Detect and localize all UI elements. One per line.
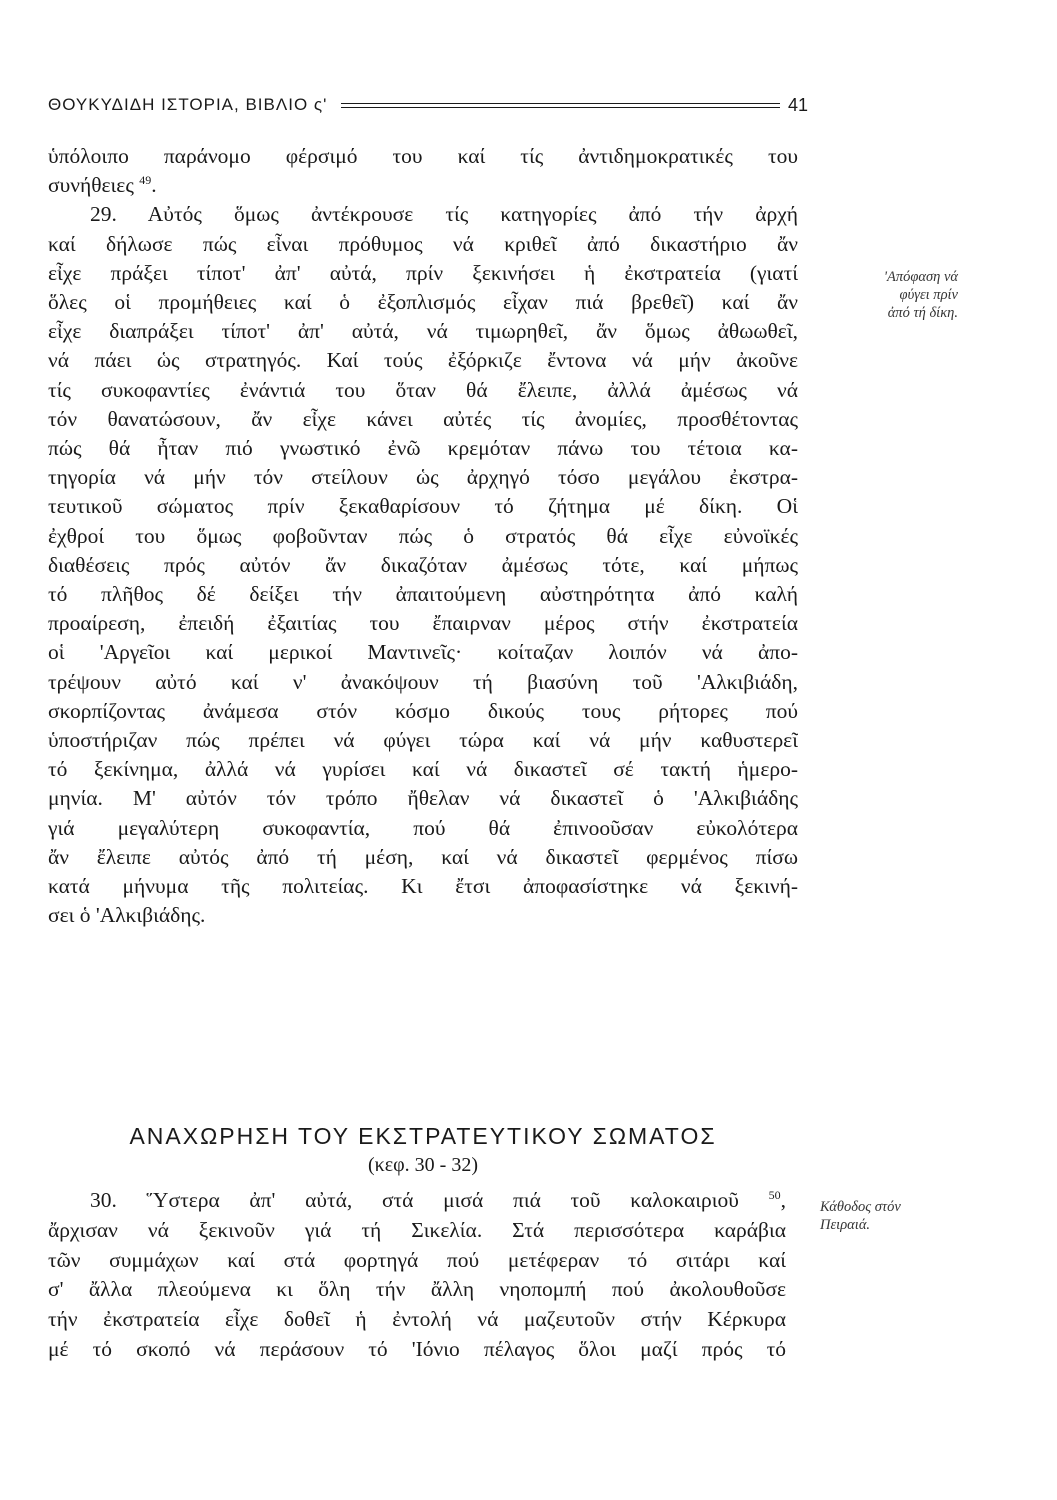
margin-note-line: 'Απόφαση νά bbox=[883, 269, 958, 285]
page-number: 41 bbox=[787, 94, 808, 115]
text-line: ἐχθροί του ὅμως φοβοῦνταν πώς ὁ στρατός θά εἶχε εὐνοϊκές bbox=[48, 523, 798, 548]
margin-note-line: ἀπό τή δίκη. bbox=[887, 305, 958, 321]
margin-note-descent bbox=[820, 1198, 970, 1234]
margin-note-line: Κάθοδος στόν bbox=[820, 1199, 901, 1215]
text-line: ὑποστήριζαν πώς πρέπει νά φύγει τώρα καί νά μήν καθυστερεῖ bbox=[48, 728, 798, 753]
text-line: τό πλῆθος δέ δείξει τήν ἀπαιτούμενη αὐστηρότητα ἀπό καλή bbox=[48, 582, 798, 607]
text-line: κατά μήνυμα τῆς πολιτείας. Κι ἔτσι ἀποφασίστηκε νά ξεκινή- bbox=[48, 874, 798, 899]
text-line: σει ὁ 'Αλκιβιάδης. bbox=[48, 903, 206, 928]
footnote-ref: 49 bbox=[139, 173, 152, 188]
text-line: καί δήλωσε πώς εἶναι πρόθυμος νά κριθεῖ ἀπό δικαστήριο ἄν bbox=[48, 231, 798, 256]
footnote-ref: 50 bbox=[768, 1187, 781, 1202]
paragraph-start: 29. Αὐτός ὅμως ἀντέκρουσε τίς κατηγορίες ἀπό τήν ἀρχή bbox=[90, 202, 798, 227]
text-line: εἶχε διαπράξει τίποτ' ἀπ' αὐτά, νά τιμωρηθεῖ, ἄν ὅμως ἀθωωθεῖ, bbox=[48, 319, 798, 344]
text-line: τίς συκοφαντίες ἐνάντιά του ὅταν θά ἔλειπε, ἀλλά ἀμέσως νά bbox=[48, 377, 798, 402]
running-head bbox=[48, 90, 808, 120]
header-rule bbox=[341, 103, 780, 108]
text-line: τήν ἐκστρατεία εἶχε δοθεῖ ἡ ἐντολή νά μαζευτοῦν στήν Κέρκυρα bbox=[48, 1307, 786, 1332]
text-line: σκορπίζοντας ἀνάμεσα στόν κόσμο δικούς τους ρήτορες πού bbox=[48, 698, 798, 723]
text-line: τῶν συμμάχων καί στά φορτηγά πού μετέφεραν τό σιτάρι καί bbox=[48, 1247, 786, 1272]
text-line: εἶχε πράξει τίποτ' ἀπ' αὐτά, πρίν ξεκινήσει ἡ ἐκστρατεία (γιατί bbox=[48, 260, 798, 285]
margin-note-line: φύγει πρίν bbox=[899, 287, 958, 303]
text-line: συνήθειες $^{49}$. bbox=[48, 173, 157, 198]
margin-note-decision bbox=[816, 268, 958, 322]
text-line: τόν θανατώσουν, ἄν εἶχε κάνει αὐτές τίς ἀνομίες, προσθέτοντας bbox=[48, 406, 798, 431]
text-line: τό ξεκίνημα, ἀλλά νά γυρίσει καί νά δικαστεῖ σέ τακτή ἡμερο- bbox=[48, 757, 798, 782]
text-line: μηνία. Μ' αὐτόν τόν τρόπο ἤθελαν νά δικαστεῖ ὁ 'Αλκιβιάδης bbox=[48, 786, 798, 811]
text-line: ἄρχισαν νά ξεκινοῦν γιά τή Σικελία. Στά περισσότερα καράβια bbox=[48, 1217, 786, 1242]
text-line: νά πάει ὡς στρατηγός. Καί τούς ἐξόρκιζε ἔντονα νά μήν ἀκοῦνε bbox=[48, 348, 798, 373]
text-line: σ' ἄλλα πλεούμενα κι ὅλη τήν ἄλλη νηοπομπή πού ἀκολουθοῦσε bbox=[48, 1277, 786, 1302]
text-line: τευτικοῦ σώματος πρίν ξεκαθαρίσουν τό ζήτημα μέ δίκη. Οἱ bbox=[48, 494, 798, 519]
text-line: ὅλες οἱ προμήθειες καί ὁ ἐξοπλισμός εἶχαν πιά βρεθεῖ) καί ἄν bbox=[48, 290, 798, 315]
text-line: διαθέσεις πρός αὐτόν ἄν δικαζόταν ἀμέσως τότε, καί μήπως bbox=[48, 552, 798, 577]
text-line: τηγορία νά μήν τόν στείλουν ὡς ἀρχηγό τόσο μεγάλου ἐκστρα- bbox=[48, 465, 798, 490]
text-line: οἱ 'Αργεῖοι καί μερικοί Μαντινεῖς· κοίταζαν λοιπόν νά ἀπο- bbox=[48, 640, 798, 665]
paragraph-start: 30. Ὕστερα ἀπ' αὐτά, στά μισά πιά τοῦ καλοκαιριοῦ $^{50}$, bbox=[90, 1187, 786, 1212]
margin-note-line: Πειραιά. bbox=[820, 1217, 871, 1233]
text-line: τρέψουν αὐτό καί ν' ἀνακόψουν τή βιασύνη τοῦ 'Αλκιβιάδη, bbox=[48, 669, 798, 694]
running-title: ΘΟΥΚΥΔΙΔΗ ΙΣΤΟΡΙΑ, ΒΙΒΛΙΟ ς' bbox=[48, 95, 328, 114]
text-line: πώς θά ἦταν πιό γνωστικό ἐνῶ κρεμόταν πάνω του τέτοια κα- bbox=[48, 436, 798, 461]
text-line: μέ τό σκοπό νά περάσουν τό 'Ιόνιο πέλαγος ὅλοι μαζί πρός τό bbox=[48, 1336, 786, 1361]
text-line: ἄν ἔλειπε αὐτός ἀπό τή μέση, καί νά δικαστεῖ φερμένος πίσω bbox=[48, 844, 798, 869]
body-text bbox=[48, 142, 798, 930]
body-text-2 bbox=[48, 1186, 786, 1365]
section-subtitle: (κεφ. 30 - 32) bbox=[368, 1154, 478, 1176]
section-title: ΑΝΑΧΩΡΗΣΗ ΤΟΥ ΕΚΣΤΡΑΤΕΥΤΙΚΟΥ ΣΩΜΑΤΟΣ bbox=[129, 1123, 717, 1149]
text-line: γιά μεγαλύτερη συκοφαντία, πού θά ἐπινοοῦσαν εὐκολότερα bbox=[48, 815, 798, 840]
text-line: ὑπόλοιπο παράνομο φέρσιμό του καί τίς ἀντιδημοκρατικές του bbox=[48, 144, 798, 168]
text-line: προαίρεση, ἐπειδή ἐξαιτίας του ἔπαιρναν μέρος στήν ἐκστρατεία bbox=[48, 611, 798, 636]
